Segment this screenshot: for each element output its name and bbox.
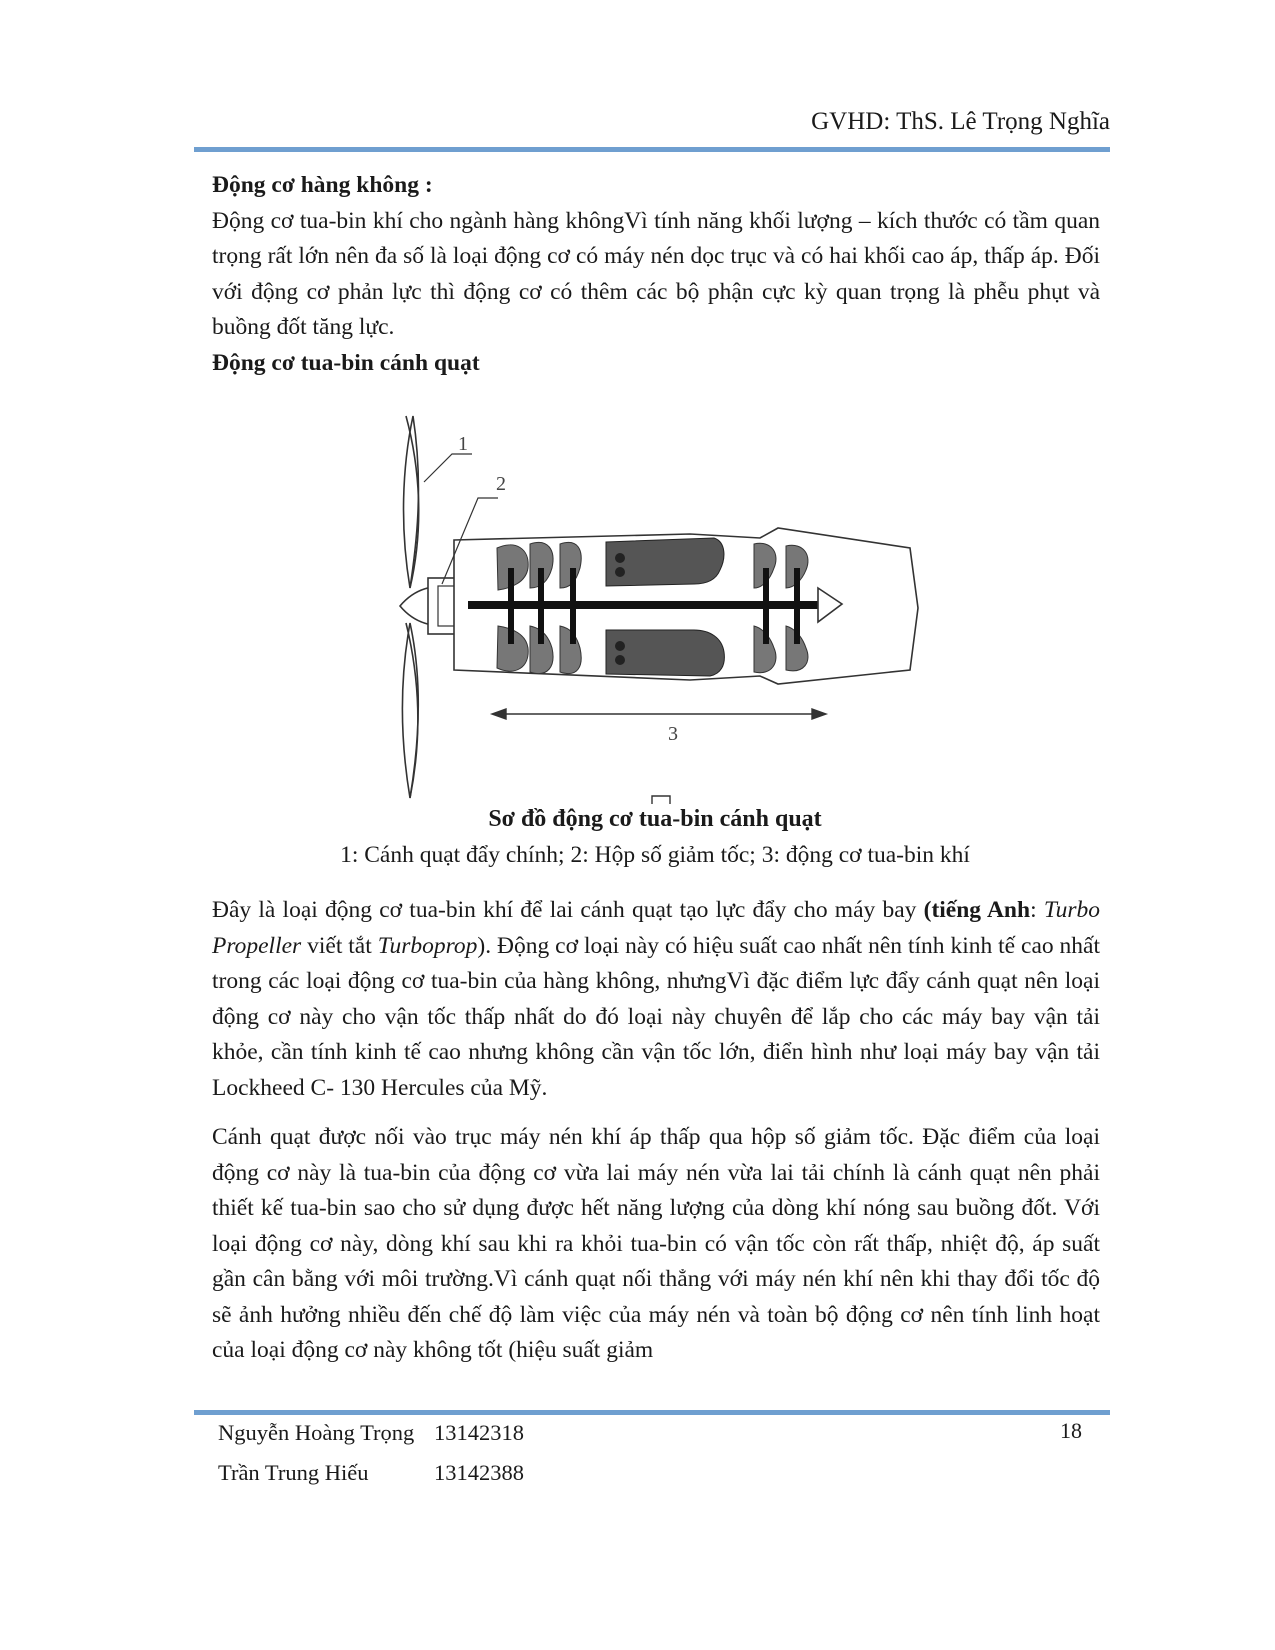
figure-label-1: 1 (458, 433, 468, 455)
figure-label-3: 3 (668, 723, 678, 745)
footer-rule (194, 1410, 1110, 1415)
turboprop-description (212, 893, 1100, 1106)
figure-caption-legend: 1: Cánh quạt đẩy chính; 2: Hộp số giảm tốc; 3: động cơ tua-bin khí (340, 842, 970, 868)
footer-author-2 (218, 1460, 524, 1486)
italic-term: Turbo Propeller (212, 897, 1100, 959)
figure-caption-title: Sơ đồ động cơ tua-bin cánh quạt (488, 806, 822, 832)
body-paragraph: Động cơ tua-bin khí cho ngành hàng khôngVì tính năng khối lượng – kích thước có tầm quan trọng rất lớn nên đa số là loại động cơ có máy nén dọc trục và có hai khối cao áp, thấp áp. Đối với động cơ phản lực thì động cơ có thêm các bộ phận cực kỳ quan trọng là phễu phụt và buồng đốt tăng lực. (212, 207, 1100, 340)
page-number: 18 (1060, 1418, 1082, 1443)
body-paragraph: Đây là loại động cơ tua-bin khí để lai cánh quạt tạo lực đẩy cho máy bay (tiếng Anh: Turbo Propeller viết tắt Turboprop). Động cơ loại này có hiệu suất cao nhất nên tính kinh tế cao nhất trong các loại động cơ tua-bin của hàng không, nhưngVì đặc điểm lực đẩy cánh quạt nên loại động cơ này cho vận tốc thấp nhất do đó loại này chuyên để lắp cho các máy bay vận tải khỏe, cần tính kinh tế cao nhưng không cần vận tốc lớn, điển hình như loại máy bay vận tải Lockheed C- 130 Hercules của Mỹ. (212, 897, 1101, 1101)
header-rule (194, 147, 1110, 152)
student-id: 13142388 (434, 1460, 524, 1485)
bold-term: tiếng Anh (931, 897, 1031, 923)
figure-label-2: 2 (496, 473, 506, 495)
length-dimension (492, 709, 826, 719)
turboprop-diagram (380, 408, 940, 806)
footer-author-1 (218, 1420, 524, 1446)
section-aviation-engine (212, 168, 1100, 381)
student-id: 13142318 (434, 1420, 524, 1445)
turboprop-details (212, 1120, 1100, 1369)
italic-term: Turboprop (377, 932, 478, 959)
subsection-heading: Động cơ tua-bin cánh quạt (212, 349, 480, 376)
body-paragraph: Cánh quạt được nối vào trục máy nén khí áp thấp qua hộp số giảm tốc. Đặc điểm của loại động cơ này là tua-bin của động cơ vừa lai máy nén vừa lai tải chính là cánh quạt nên phải thiết kế tua-bin sao cho sử dụng được hết năng lượng của dòng khí nóng sau buồng đốt. Với loại động cơ này, dòng khí sau khi ra khỏi tua-bin có vận tốc còn rất thấp, nhiệt độ, áp suất gần cân bằng với môi trường.Vì cánh quạt nối thẳng với máy nén khí nên khi thay đổi tốc độ sẽ ảnh hưởng nhiều đến chế độ làm việc của máy nén và toàn bộ động cơ nên tính linh hoạt của loại động cơ này không tốt (hiệu suất giảm (212, 1124, 1100, 1363)
page-header: GVHD: ThS. Lê Trọng Nghĩa (811, 108, 1110, 135)
section-heading: Động cơ hàng không : (212, 172, 433, 198)
author-name: Nguyễn Hoàng Trọng (218, 1420, 415, 1445)
author-name: Trần Trung Hiếu (218, 1460, 369, 1485)
